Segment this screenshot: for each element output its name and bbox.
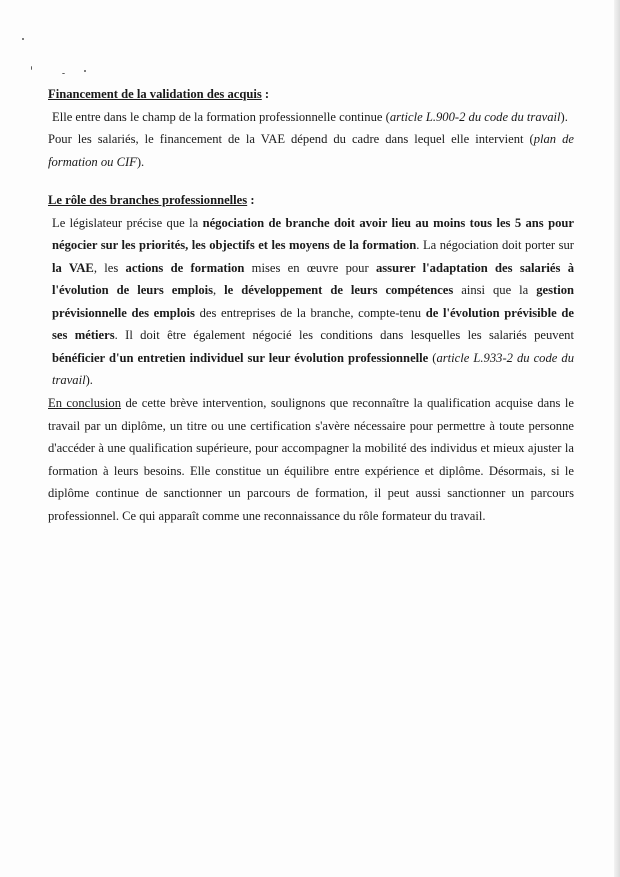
- scan-speck: [31, 66, 32, 70]
- conclusion-lead: En conclusion: [48, 396, 121, 410]
- paragraph: [48, 212, 574, 392]
- emphasis: assurer l'adaptation des salariés à l'évolution de leurs emplois: [52, 260, 574, 297]
- paragraph-text: ainsi que la: [453, 283, 537, 297]
- paragraph-text: Elle entre dans le champ de la formation professionnelle continue (: [52, 109, 390, 124]
- paragraph: [48, 392, 574, 527]
- paragraph-text: Pour les salariés, le financement de la VAE dépend du cadre dans lequel elle intervient (: [48, 132, 534, 146]
- paragraph: [48, 128, 574, 173]
- emphasis: de l'évolution prévisible de ses métiers: [52, 305, 574, 342]
- emphasis: la VAE: [52, 260, 94, 275]
- paragraph-text: mises en œuvre pour: [244, 260, 376, 275]
- scan-speck: [84, 70, 86, 72]
- scan-speck: [62, 73, 65, 74]
- section-heading-line: [48, 83, 574, 106]
- paragraph-text: ,: [213, 283, 225, 297]
- legal-reference: article L.933-2 du code du travail: [52, 350, 574, 387]
- section-heading: Le rôle des branches professionnelles: [48, 193, 248, 207]
- heading-colon: :: [247, 193, 255, 207]
- section-branches: [48, 189, 574, 392]
- paragraph: [48, 106, 574, 129]
- section-conclusion: [48, 392, 574, 527]
- heading-colon: :: [261, 87, 270, 101]
- scan-edge: [614, 0, 620, 877]
- paragraph-text: (: [428, 350, 437, 365]
- section-financement: [48, 83, 574, 173]
- section-heading: Financement de la validation des acquis: [48, 87, 262, 101]
- paragraph-text: de cette brève intervention, soulignons que reconnaître la qualification acquise dans le travail par un diplôme, un titre ou une certification s'avère nécessaire pour permettre à toute personne d'accéder à une qualification supérieure, pour accompagner la mobilité des individus et mieux ajuster la formation à leurs besoins. Elle constitue un équilibre entre expérience et diplôme. Désormais, si le diplôme continue de sanctionner un parcours de formation, il peut aussi sanctionner un parcours professionnel. Ce qui apparaît comme une reconnaissance du rôle formateur du travail.: [48, 396, 574, 523]
- paragraph-text: ).: [560, 109, 568, 124]
- emphasis: gestion prévisionnelle des emplois: [52, 283, 575, 320]
- paragraph-text: , les: [93, 260, 126, 275]
- emphasis: le développement de leurs compétences: [224, 283, 454, 297]
- section-heading-line: [48, 189, 574, 212]
- emphasis: actions de formation: [125, 260, 245, 275]
- paragraph-text: ).: [136, 154, 145, 169]
- paragraph-text: . Il doit être également négocié les conditions dans lesquelles les salariés peuvent: [114, 328, 574, 342]
- paragraph-text: ).: [85, 373, 93, 387]
- paragraph-text: Le législateur précise que la: [52, 215, 203, 230]
- emphasis: négociation de branche doit avoir lieu au moins tous les 5 ans pour négocier sur les priorités, les objectifs et les moyens de la formation: [52, 215, 574, 252]
- paragraph-text: . La négociation doit porter sur: [416, 238, 575, 252]
- legal-reference: article L.900-2 du code du travail: [389, 109, 561, 124]
- legal-reference: plan de formation ou CIF: [48, 132, 574, 169]
- paragraph-text: des entreprises de la branche, compte-tenu: [194, 305, 426, 320]
- scan-speck: [22, 38, 24, 40]
- emphasis: bénéficier d'un entretien individuel sur leur évolution professionnelle: [52, 350, 429, 365]
